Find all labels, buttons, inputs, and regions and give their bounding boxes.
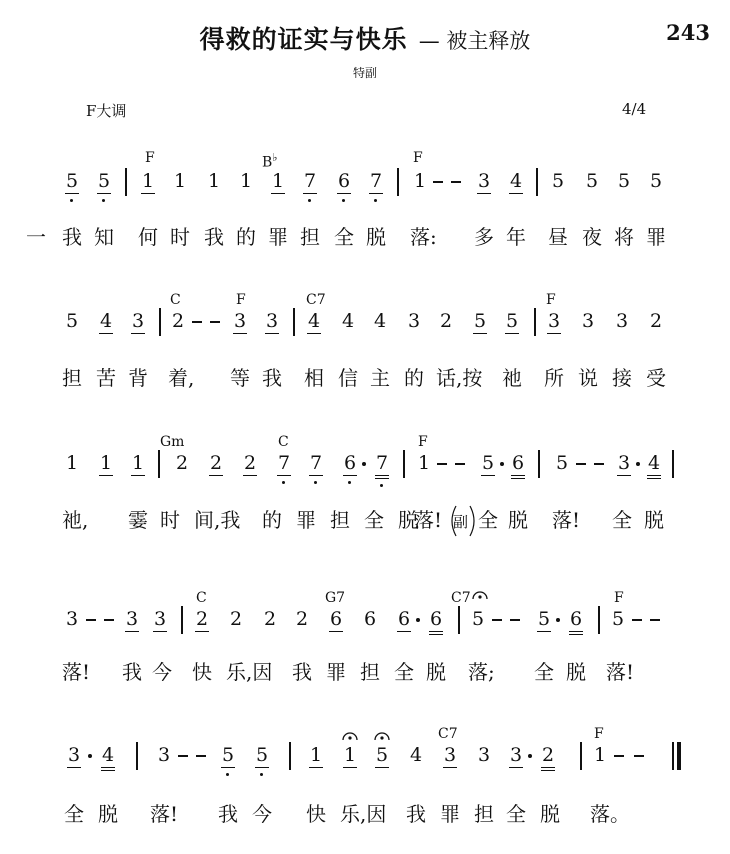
- lyric: 担: [300, 225, 320, 249]
- lyric: 脱: [98, 802, 118, 826]
- system-1: [0, 150, 730, 270]
- lyric: 我: [62, 225, 82, 249]
- note: 2: [263, 608, 277, 630]
- note: 7: [372, 452, 392, 474]
- note: 1: [417, 452, 431, 474]
- note: 4: [644, 452, 664, 474]
- lyric: 相: [304, 366, 324, 390]
- lyric: 昼: [548, 225, 568, 249]
- lyric: 脱: [366, 225, 386, 249]
- song-subtitle: — 被主释放: [418, 29, 531, 53]
- note: 3: [128, 310, 148, 332]
- barline: [403, 450, 405, 478]
- title-block: [0, 20, 730, 56]
- note: 3: [615, 310, 629, 332]
- lyric: 知: [94, 225, 114, 249]
- lyric: 说: [578, 366, 598, 390]
- final-barline-thick: [677, 742, 681, 770]
- lyric: 信: [338, 366, 358, 390]
- barline: [136, 742, 138, 770]
- note: 5: [551, 170, 565, 192]
- final-barline-thin: [672, 742, 674, 770]
- note: 5: [534, 608, 554, 630]
- note: 4: [304, 310, 324, 332]
- barline: [397, 168, 399, 196]
- lyric: 多: [474, 225, 494, 249]
- note: 5: [94, 170, 114, 192]
- note: 6: [334, 170, 354, 192]
- barline: [458, 606, 460, 634]
- lyric: 全: [534, 660, 554, 684]
- chord-symbol: F: [418, 434, 428, 450]
- note: 3: [440, 744, 460, 766]
- note: 6: [394, 608, 414, 630]
- note: 5: [62, 170, 82, 192]
- augmentation-dot: [528, 754, 532, 758]
- lyric: 担: [474, 802, 494, 826]
- lyric: 快: [192, 660, 212, 684]
- note: 3: [614, 452, 634, 474]
- note: 2: [649, 310, 663, 332]
- note: 1: [306, 744, 326, 766]
- lyric: 全: [394, 660, 414, 684]
- note: 6: [363, 608, 377, 630]
- lyric: 何: [138, 225, 158, 249]
- barline: [534, 308, 536, 336]
- lyric: 罪: [440, 802, 460, 826]
- lyric: 年: [506, 225, 526, 249]
- lyric: 将: [614, 225, 634, 249]
- lyric: 受: [646, 366, 666, 390]
- note: 3: [581, 310, 595, 332]
- lyric: 我: [122, 660, 142, 684]
- chord-symbol: F: [614, 590, 624, 606]
- note: 6: [326, 608, 346, 630]
- dash: [196, 755, 206, 757]
- note: 5: [585, 170, 599, 192]
- note: 2: [192, 608, 212, 630]
- barline: [158, 450, 160, 478]
- augmentation-dot: [362, 462, 366, 466]
- lyric: 我: [292, 660, 312, 684]
- lyric: 着,: [168, 366, 195, 390]
- note: 3: [122, 608, 142, 630]
- chord-symbol: B♭: [262, 151, 278, 171]
- note: 5: [252, 744, 272, 766]
- dash: [632, 619, 642, 621]
- note: 2: [171, 310, 185, 332]
- barline: [580, 742, 582, 770]
- lyric: 担: [330, 508, 350, 532]
- dash: [437, 463, 447, 465]
- time-signature: 4/4: [622, 100, 647, 118]
- lyric: 话,按: [436, 366, 483, 390]
- lyric: 全: [506, 802, 526, 826]
- augmentation-dot: [556, 618, 560, 622]
- note: 5: [471, 608, 485, 630]
- barline: [538, 450, 540, 478]
- lyric: 全: [334, 225, 354, 249]
- note: 4: [96, 310, 116, 332]
- flat-sign: ♭: [272, 151, 278, 164]
- lyric: 时: [170, 225, 190, 249]
- note: 2: [175, 452, 189, 474]
- note: 3: [544, 310, 564, 332]
- system-5: [0, 726, 730, 846]
- note: 1: [128, 452, 148, 474]
- chord-symbol: G7: [325, 590, 346, 606]
- note: 5: [502, 310, 522, 332]
- dash: [104, 619, 114, 621]
- note: 4: [409, 744, 423, 766]
- lyric: 霎: [128, 508, 148, 532]
- dash: [455, 463, 465, 465]
- lyric: 担: [360, 660, 380, 684]
- lyric: 落!: [150, 802, 179, 826]
- fermata-icon: [374, 729, 390, 741]
- note: 3: [150, 608, 170, 630]
- lyric: 脱: [540, 802, 560, 826]
- key-signature: F大调: [86, 102, 127, 120]
- lyric: 背: [128, 366, 148, 390]
- note: 1: [207, 170, 221, 192]
- chord-symbol: Gm: [160, 434, 185, 450]
- chord-symbol: C: [278, 434, 289, 450]
- lyric: 的: [262, 508, 282, 532]
- note: 7: [300, 170, 320, 192]
- page-number: 243: [666, 20, 710, 45]
- augmentation-dot: [636, 462, 640, 466]
- lyric: 脱: [398, 508, 418, 532]
- chord-symbol: C: [196, 590, 207, 606]
- dash: [86, 619, 96, 621]
- dash: [492, 619, 502, 621]
- lyric: 落。: [590, 802, 630, 826]
- lyric: 落:: [410, 225, 437, 249]
- barline: [598, 606, 600, 634]
- lyric: 接: [612, 366, 632, 390]
- note: 2: [206, 452, 226, 474]
- lyric: 担: [62, 366, 82, 390]
- lyric: 夜: [582, 225, 602, 249]
- note: 3: [477, 744, 491, 766]
- note: 6: [426, 608, 446, 630]
- chord-symbol: F: [413, 150, 423, 166]
- lyric: 的: [404, 366, 424, 390]
- lyric: 脱: [426, 660, 446, 684]
- lyric: 全: [64, 802, 84, 826]
- refrain-marker: 副: [453, 513, 469, 531]
- barline: [289, 742, 291, 770]
- lyric: 一: [26, 225, 46, 249]
- barline: [536, 168, 538, 196]
- lyric: 间,我: [194, 508, 241, 532]
- dash: [650, 619, 660, 621]
- note: 6: [508, 452, 528, 474]
- lyric: 所: [544, 366, 564, 390]
- note: 3: [65, 608, 79, 630]
- note: 4: [98, 744, 118, 766]
- note: 7: [274, 452, 294, 474]
- note: 3: [157, 744, 171, 766]
- note: 5: [372, 744, 392, 766]
- note: 1: [138, 170, 158, 192]
- lyric: 脱: [566, 660, 586, 684]
- chord-symbol: F: [546, 292, 556, 308]
- lyric: 脱: [508, 508, 528, 532]
- lyric: 主: [370, 366, 390, 390]
- chord-symbol: C7: [306, 292, 326, 308]
- lyric: 祂: [502, 366, 522, 390]
- augmentation-dot: [416, 618, 420, 622]
- lyric: 我: [218, 802, 238, 826]
- lyric: 的: [236, 225, 256, 249]
- note: 1: [239, 170, 253, 192]
- note: 2: [229, 608, 243, 630]
- note: 2: [439, 310, 453, 332]
- augmentation-dot: [88, 754, 92, 758]
- dash: [510, 619, 520, 621]
- lyric: 乐,因: [226, 660, 273, 684]
- barline: [159, 308, 161, 336]
- lyric: 落!: [552, 508, 581, 532]
- fermata-icon: [342, 729, 358, 741]
- note: 4: [506, 170, 526, 192]
- lyric: 乐,因: [340, 802, 387, 826]
- note: 1: [340, 744, 360, 766]
- note: 5: [478, 452, 498, 474]
- lyric: 全: [364, 508, 384, 532]
- lyric: 全: [612, 508, 632, 532]
- lyric: 罪: [296, 508, 316, 532]
- note: 5: [611, 608, 625, 630]
- chord-symbol: F: [236, 292, 246, 308]
- dash: [576, 463, 586, 465]
- lyric: 苦: [96, 366, 116, 390]
- lyric: 快: [306, 802, 326, 826]
- fermata-icon: [472, 588, 488, 600]
- note: 1: [96, 452, 116, 474]
- dash: [634, 755, 644, 757]
- lyric: 罪: [646, 225, 666, 249]
- note: 3: [230, 310, 250, 332]
- lyric: 我: [204, 225, 224, 249]
- lyric: 等: [230, 366, 250, 390]
- song-title: 得救的证实与快乐: [199, 25, 408, 54]
- lyric: 我: [406, 802, 426, 826]
- note: 5: [555, 452, 569, 474]
- barline: [293, 308, 295, 336]
- dash: [178, 755, 188, 757]
- dash: [594, 463, 604, 465]
- dash: [210, 321, 220, 323]
- chord-symbol: F: [145, 150, 155, 166]
- lyric: 全: [478, 508, 498, 532]
- dash: [451, 181, 461, 183]
- dash: [614, 755, 624, 757]
- note: 1: [268, 170, 288, 192]
- lyric: 今: [152, 660, 172, 684]
- chord-symbol: C7: [438, 726, 458, 742]
- barline: [672, 450, 674, 478]
- lyric: 罪: [268, 225, 288, 249]
- chord-symbol: F: [594, 726, 604, 742]
- note: 1: [413, 170, 427, 192]
- note: 3: [262, 310, 282, 332]
- note: 5: [649, 170, 663, 192]
- chord-symbol: C: [170, 292, 181, 308]
- note: 5: [218, 744, 238, 766]
- note: 1: [65, 452, 79, 474]
- lyric: 落!: [414, 508, 443, 532]
- note: 5: [65, 310, 79, 332]
- note: 7: [366, 170, 386, 192]
- note: 3: [474, 170, 494, 192]
- note: 5: [617, 170, 631, 192]
- note: 3: [506, 744, 526, 766]
- augmentation-dot: [500, 462, 504, 466]
- note: 4: [373, 310, 387, 332]
- note: 5: [470, 310, 490, 332]
- note: 3: [407, 310, 421, 332]
- note: 6: [340, 452, 360, 474]
- system-4: [0, 590, 730, 710]
- barline: [181, 606, 183, 634]
- lyric: 时: [160, 508, 180, 532]
- lyric: 脱: [644, 508, 664, 532]
- system-3: [0, 434, 730, 554]
- note: 4: [341, 310, 355, 332]
- dash: [433, 181, 443, 183]
- note: 3: [64, 744, 84, 766]
- note: 6: [566, 608, 586, 630]
- note: 1: [593, 744, 607, 766]
- barline: [125, 168, 127, 196]
- lyric: 落!: [606, 660, 635, 684]
- chord-symbol: C7: [451, 590, 471, 606]
- lyric: 今: [252, 802, 272, 826]
- system-2: [0, 292, 730, 412]
- note: 7: [306, 452, 326, 474]
- dash: [192, 321, 202, 323]
- note: 2: [240, 452, 260, 474]
- lyric: 我: [262, 366, 282, 390]
- lyric: 祂,: [62, 508, 89, 532]
- credit-label: 特副: [352, 66, 377, 80]
- lyric: 落!: [62, 660, 91, 684]
- lyric: 罪: [326, 660, 346, 684]
- note: 2: [538, 744, 558, 766]
- note: 1: [173, 170, 187, 192]
- note: 2: [295, 608, 309, 630]
- lyric: 落;: [468, 660, 495, 684]
